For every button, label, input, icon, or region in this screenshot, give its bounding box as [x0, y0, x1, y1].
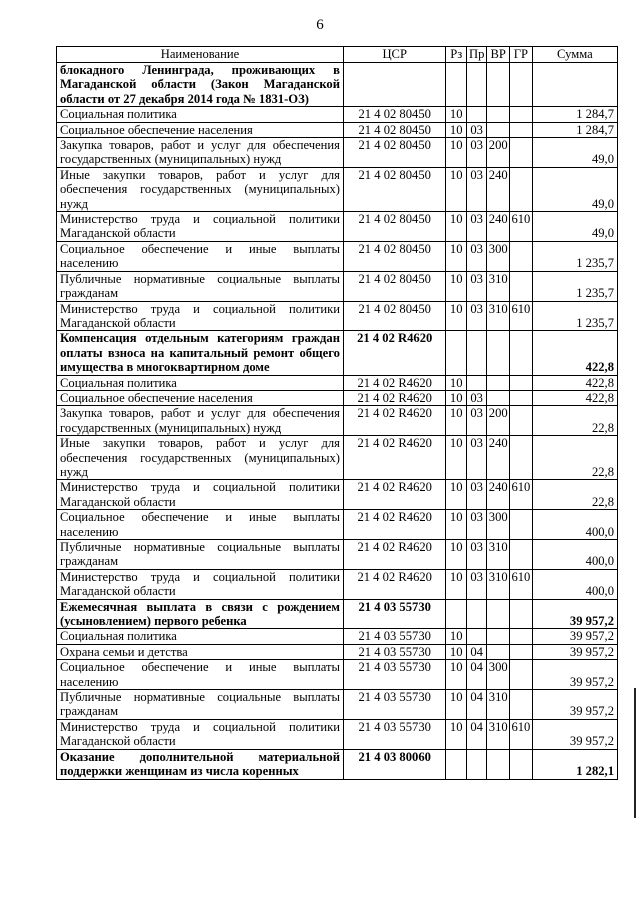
- cell-pr: 03: [466, 241, 486, 271]
- cell-pr: 03: [466, 301, 486, 331]
- cell-sum: 22,8: [532, 406, 617, 436]
- cell-vr: [487, 122, 510, 137]
- cell-pr: [466, 107, 486, 122]
- table-row: [57, 436, 618, 480]
- cell-csr: 21 4 02 R4620: [343, 480, 445, 510]
- cell-vr: 310: [487, 719, 510, 749]
- cell-name: Социальная политика: [57, 629, 344, 644]
- table-row: [57, 599, 618, 629]
- cell-gr: [510, 63, 533, 107]
- cell-rz: 10: [446, 212, 466, 242]
- header-sum: Сумма: [532, 47, 617, 63]
- cell-name: Социальное обеспечение и иные выплаты населению: [57, 510, 344, 540]
- table-row: [57, 644, 618, 659]
- cell-sum: 22,8: [532, 480, 617, 510]
- table-row: [57, 719, 618, 749]
- cell-sum: 39 957,2: [532, 690, 617, 720]
- cell-rz: 10: [446, 690, 466, 720]
- cell-vr: 310: [487, 301, 510, 331]
- cell-name: Министерство труда и социальной политики Магаданской области: [57, 480, 344, 510]
- cell-vr: [487, 63, 510, 107]
- cell-csr: [343, 63, 445, 107]
- cell-name: Социальное обеспечение и иные выплаты населению: [57, 660, 344, 690]
- cell-gr: [510, 644, 533, 659]
- cell-sum: 422,8: [532, 390, 617, 405]
- cell-vr: [487, 107, 510, 122]
- table-row: [57, 375, 618, 390]
- cell-vr: 310: [487, 690, 510, 720]
- header-rz: Рз: [446, 47, 466, 63]
- cell-pr: 04: [466, 660, 486, 690]
- cell-rz: 10: [446, 719, 466, 749]
- cell-vr: 300: [487, 241, 510, 271]
- cell-rz: 10: [446, 510, 466, 540]
- header-pr: Пр: [466, 47, 486, 63]
- cell-sum: 39 957,2: [532, 599, 617, 629]
- cell-sum: 1 235,7: [532, 241, 617, 271]
- cell-csr: 21 4 02 R4620: [343, 331, 445, 375]
- table-row: [57, 480, 618, 510]
- cell-vr: 200: [487, 406, 510, 436]
- cell-pr: 04: [466, 719, 486, 749]
- cell-rz: 10: [446, 540, 466, 570]
- cell-vr: [487, 375, 510, 390]
- cell-csr: 21 4 02 80450: [343, 107, 445, 122]
- cell-pr: 03: [466, 167, 486, 211]
- cell-pr: 03: [466, 271, 486, 301]
- cell-sum: 400,0: [532, 569, 617, 599]
- cell-gr: [510, 406, 533, 436]
- table-row: [57, 629, 618, 644]
- table-row: [57, 301, 618, 331]
- cell-name: Компенсация отдельным категориям граждан оплаты взноса на капитальный ремонт общего имущества в многоквартирном доме: [57, 331, 344, 375]
- cell-pr: 03: [466, 480, 486, 510]
- cell-name: Социальное обеспечение населения: [57, 122, 344, 137]
- cell-pr: 03: [466, 122, 486, 137]
- cell-vr: [487, 599, 510, 629]
- table-row: [57, 569, 618, 599]
- cell-gr: [510, 660, 533, 690]
- cell-csr: 21 4 02 80450: [343, 212, 445, 242]
- budget-table: [56, 46, 618, 780]
- cell-name: Охрана семьи и детства: [57, 644, 344, 659]
- header-csr: ЦСР: [343, 47, 445, 63]
- cell-csr: 21 4 03 55730: [343, 660, 445, 690]
- cell-pr: [466, 331, 486, 375]
- scan-edge-mark: [634, 688, 636, 818]
- cell-rz: 10: [446, 436, 466, 480]
- cell-gr: [510, 690, 533, 720]
- cell-csr: 21 4 03 80060: [343, 749, 445, 779]
- cell-sum: 1 235,7: [532, 271, 617, 301]
- cell-csr: 21 4 03 55730: [343, 629, 445, 644]
- cell-sum: 400,0: [532, 540, 617, 570]
- header-vr: ВР: [487, 47, 510, 63]
- cell-rz: [446, 63, 466, 107]
- cell-pr: [466, 63, 486, 107]
- cell-csr: 21 4 02 R4620: [343, 406, 445, 436]
- cell-sum: 400,0: [532, 510, 617, 540]
- cell-pr: 03: [466, 138, 486, 168]
- table-row: [57, 138, 618, 168]
- cell-name: Социальное обеспечение и иные выплаты населению: [57, 241, 344, 271]
- cell-rz: 10: [446, 138, 466, 168]
- cell-gr: [510, 107, 533, 122]
- cell-vr: 240: [487, 480, 510, 510]
- cell-gr: 610: [510, 569, 533, 599]
- cell-csr: 21 4 02 R4620: [343, 375, 445, 390]
- cell-pr: 03: [466, 390, 486, 405]
- cell-csr: 21 4 02 80450: [343, 122, 445, 137]
- cell-sum: 1 235,7: [532, 301, 617, 331]
- cell-gr: [510, 122, 533, 137]
- cell-rz: [446, 331, 466, 375]
- cell-pr: 03: [466, 406, 486, 436]
- cell-sum: 39 957,2: [532, 719, 617, 749]
- cell-csr: 21 4 02 80450: [343, 167, 445, 211]
- cell-name: Министерство труда и социальной политики Магаданской области: [57, 301, 344, 331]
- cell-pr: 03: [466, 569, 486, 599]
- cell-csr: 21 4 02 R4620: [343, 569, 445, 599]
- cell-rz: 10: [446, 480, 466, 510]
- cell-rz: 10: [446, 390, 466, 405]
- cell-vr: 310: [487, 271, 510, 301]
- cell-rz: 10: [446, 107, 466, 122]
- cell-rz: 10: [446, 271, 466, 301]
- table-row: [57, 540, 618, 570]
- cell-csr: 21 4 03 55730: [343, 644, 445, 659]
- cell-vr: [487, 644, 510, 659]
- cell-sum: 49,0: [532, 167, 617, 211]
- cell-gr: [510, 390, 533, 405]
- cell-pr: 03: [466, 212, 486, 242]
- cell-pr: 03: [466, 436, 486, 480]
- cell-sum: 49,0: [532, 138, 617, 168]
- cell-sum: 39 957,2: [532, 629, 617, 644]
- cell-name: Социальная политика: [57, 107, 344, 122]
- cell-gr: 610: [510, 212, 533, 242]
- cell-sum: 1 284,7: [532, 107, 617, 122]
- cell-sum: 22,8: [532, 436, 617, 480]
- cell-rz: [446, 599, 466, 629]
- table-row: [57, 390, 618, 405]
- cell-sum: 422,8: [532, 375, 617, 390]
- cell-gr: [510, 331, 533, 375]
- cell-rz: 10: [446, 167, 466, 211]
- cell-pr: 04: [466, 690, 486, 720]
- cell-pr: [466, 599, 486, 629]
- table-body: [57, 63, 618, 780]
- cell-vr: 240: [487, 167, 510, 211]
- cell-sum: 49,0: [532, 212, 617, 242]
- table-row: [57, 122, 618, 137]
- cell-name: Закупка товаров, работ и услуг для обеспечения государственных (муниципальных) нужд: [57, 138, 344, 168]
- cell-sum: [532, 63, 617, 107]
- cell-name: Министерство труда и социальной политики Магаданской области: [57, 212, 344, 242]
- cell-vr: 300: [487, 510, 510, 540]
- cell-csr: 21 4 02 R4620: [343, 510, 445, 540]
- cell-name: Социальная политика: [57, 375, 344, 390]
- cell-pr: [466, 375, 486, 390]
- cell-vr: 310: [487, 569, 510, 599]
- table-row: [57, 107, 618, 122]
- cell-sum: 422,8: [532, 331, 617, 375]
- cell-name: Министерство труда и социальной политики Магаданской области: [57, 569, 344, 599]
- cell-rz: 10: [446, 569, 466, 599]
- table-row: [57, 331, 618, 375]
- cell-vr: [487, 331, 510, 375]
- cell-rz: 10: [446, 660, 466, 690]
- table-row: [57, 749, 618, 779]
- cell-csr: 21 4 02 R4620: [343, 436, 445, 480]
- cell-csr: 21 4 02 80450: [343, 301, 445, 331]
- table-row: [57, 63, 618, 107]
- cell-rz: [446, 749, 466, 779]
- cell-name: Публичные нормативные социальные выплаты гражданам: [57, 271, 344, 301]
- table-row: [57, 271, 618, 301]
- cell-rz: 10: [446, 122, 466, 137]
- cell-gr: [510, 749, 533, 779]
- table-header-row: [57, 47, 618, 63]
- cell-gr: [510, 540, 533, 570]
- cell-vr: 310: [487, 540, 510, 570]
- cell-sum: 1 284,7: [532, 122, 617, 137]
- table-row: [57, 510, 618, 540]
- cell-gr: [510, 138, 533, 168]
- cell-sum: 39 957,2: [532, 660, 617, 690]
- cell-csr: 21 4 02 R4620: [343, 390, 445, 405]
- cell-rz: 10: [446, 241, 466, 271]
- cell-rz: 10: [446, 375, 466, 390]
- table-row: [57, 690, 618, 720]
- cell-name: Иные закупки товаров, работ и услуг для обеспечения государственных (муниципальных) нужд: [57, 167, 344, 211]
- cell-vr: 240: [487, 212, 510, 242]
- cell-gr: 610: [510, 480, 533, 510]
- cell-csr: 21 4 02 R4620: [343, 540, 445, 570]
- cell-name: Ежемесячная выплата в связи с рождением (усыновлением) первого ребенка: [57, 599, 344, 629]
- cell-vr: [487, 390, 510, 405]
- cell-rz: 10: [446, 629, 466, 644]
- table-row: [57, 212, 618, 242]
- cell-gr: [510, 167, 533, 211]
- cell-gr: [510, 629, 533, 644]
- cell-sum: 39 957,2: [532, 644, 617, 659]
- header-name: Наименование: [57, 47, 344, 63]
- cell-csr: 21 4 03 55730: [343, 719, 445, 749]
- cell-csr: 21 4 02 80450: [343, 138, 445, 168]
- cell-name: Иные закупки товаров, работ и услуг для обеспечения государственных (муниципальных) нужд: [57, 436, 344, 480]
- cell-pr: [466, 629, 486, 644]
- cell-pr: 04: [466, 644, 486, 659]
- cell-vr: 240: [487, 436, 510, 480]
- cell-pr: [466, 749, 486, 779]
- table-row: [57, 406, 618, 436]
- cell-csr: 21 4 03 55730: [343, 599, 445, 629]
- cell-name: Оказание дополнительной материальной поддержки женщинам из числа коренных: [57, 749, 344, 779]
- header-gr: ГР: [510, 47, 533, 63]
- cell-name: Социальное обеспечение населения: [57, 390, 344, 405]
- cell-rz: 10: [446, 406, 466, 436]
- cell-csr: 21 4 02 80450: [343, 241, 445, 271]
- cell-gr: [510, 375, 533, 390]
- cell-rz: 10: [446, 644, 466, 659]
- cell-name: Публичные нормативные социальные выплаты гражданам: [57, 540, 344, 570]
- cell-csr: 21 4 03 55730: [343, 690, 445, 720]
- cell-gr: [510, 599, 533, 629]
- cell-name: блокадного Ленинграда, проживающих в Магаданской области (Закон Магаданской области от 27 декабря 2014 года № 1831-ОЗ): [57, 63, 344, 107]
- cell-gr: 610: [510, 301, 533, 331]
- cell-vr: 200: [487, 138, 510, 168]
- cell-sum: 1 282,1: [532, 749, 617, 779]
- cell-gr: [510, 241, 533, 271]
- table-row: [57, 167, 618, 211]
- cell-gr: 610: [510, 719, 533, 749]
- cell-rz: 10: [446, 301, 466, 331]
- cell-name: Публичные нормативные социальные выплаты гражданам: [57, 690, 344, 720]
- cell-vr: [487, 629, 510, 644]
- cell-pr: 03: [466, 540, 486, 570]
- cell-gr: [510, 510, 533, 540]
- page-number: 6: [316, 17, 324, 33]
- cell-vr: [487, 749, 510, 779]
- cell-csr: 21 4 02 80450: [343, 271, 445, 301]
- table-row: [57, 660, 618, 690]
- cell-name: Министерство труда и социальной политики Магаданской области: [57, 719, 344, 749]
- cell-vr: 300: [487, 660, 510, 690]
- cell-gr: [510, 436, 533, 480]
- cell-pr: 03: [466, 510, 486, 540]
- cell-name: Закупка товаров, работ и услуг для обеспечения государственных (муниципальных) нужд: [57, 406, 344, 436]
- cell-gr: [510, 271, 533, 301]
- table-row: [57, 241, 618, 271]
